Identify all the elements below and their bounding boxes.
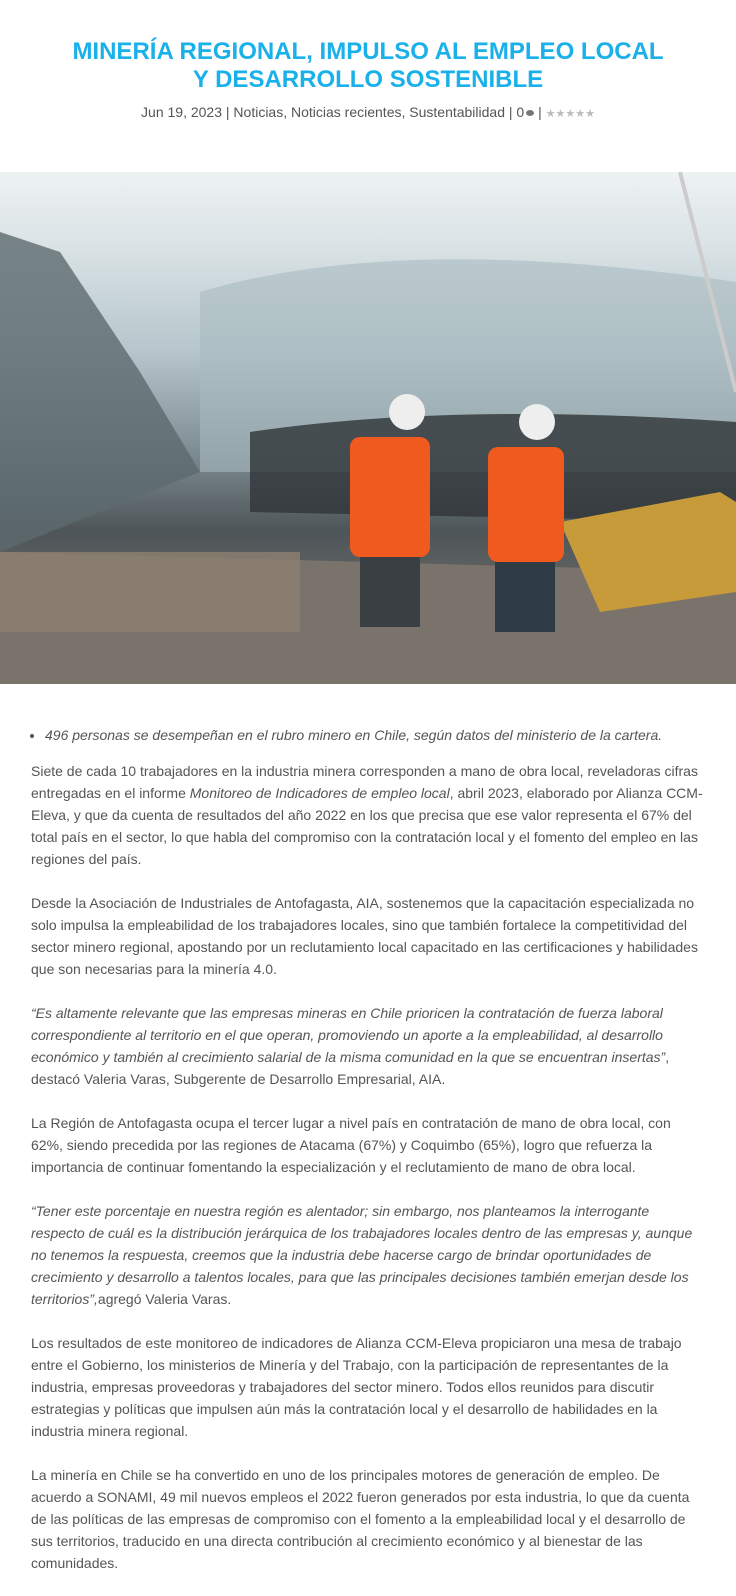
article-header: [0, 0, 736, 134]
rating-stars: ★★★★★: [545, 108, 595, 120]
text: Los resultados de este monitoreo de indicadores de Alianza CCM-Eleva propiciaron una mesa de trabajo entre el Gobierno, los ministerios de Minería y del Trabajo, con la participación de representantes de la industria, empresas proveedoras y trabajadores del sector minero. Todos ellos reunidos para discutir estrategias y políticas que impulsen aún más la contratación local y el desarrollo de habilidades en la industria minera regional.: [31, 1335, 682, 1439]
text: , abril 2023, elaborado por Alianza CCM-Eleva, y que da cuenta de resultados del año 2022 en los que precisa que ese valor representa el 67% del total país en el sector, lo que habla del compromiso con la contratación local y el fomento del empleo en las regiones del país.: [31, 785, 703, 867]
article-body: [31, 724, 705, 1596]
paragraph: [31, 1002, 705, 1090]
highlight-item: • 496 personas se desempeñan en el rubro minero en Chile, según datos del ministerio de la cartera.: [45, 724, 705, 746]
paragraph: [31, 892, 705, 980]
comment-bubble-icon: [526, 110, 534, 116]
text: , destacó Valeria Varas, Subgerente de Desarrollo Empresarial, AIA.: [31, 1049, 670, 1087]
quote-text: “Es altamente relevante que las empresas mineras en Chile prioricen la contratación de fuerza laboral correspondiente al territorio en el que operan, promoviendo un aporte a la empleabilidad, al desarrollo económico y también al crecimiento salarial de la misma comunidad en la que se encuentran insertas”: [31, 1005, 666, 1065]
text: La Región de Antofagasta ocupa el tercer lugar a nivel país en contratación de mano de obra local, con 62%, siendo precedida por las regiones de Atacama (67%) y Coquimbo (65%), logro que refuerza la importancia de continuar fomentando la especialización y el reclutamiento de mano de obra local.: [31, 1115, 671, 1175]
text: agregó Valeria Varas.: [97, 1291, 232, 1307]
highlights-list: [31, 724, 705, 746]
comments-number: 0: [516, 104, 525, 120]
paragraph: [31, 1112, 705, 1178]
separator: |: [508, 104, 513, 120]
italic-text: Monitoreo de Indicadores de empleo local: [189, 785, 450, 801]
article-title: MINERÍA REGIONAL, IMPULSO AL EMPLEO LOCAL Y DESARROLLO SOSTENIBLE: [72, 38, 664, 93]
text: Siete de cada 10 trabajadores en la industria minera corresponden a mano de obra local, reveladoras cifras entregadas en el informe: [31, 763, 698, 801]
post-date: Jun 19, 2023: [141, 104, 222, 120]
hero-image: [0, 172, 736, 684]
paragraph: [31, 1464, 705, 1574]
text: Desde la Asociación de Industriales de Antofagasta, AIA, sostenemos que la capacitación especializada no solo impulsa la empleabilidad de los trabajadores locales, sino que también fortalece la competitividad del sector minero regional, apostando por un reclutamiento local capacitado en las certificaciones y habilidades que son necesarias para la minería 4.0.: [31, 895, 698, 977]
mining-workers-photo: [0, 172, 736, 684]
comments-count[interactable]: [516, 104, 534, 120]
separator: |: [538, 104, 542, 120]
quote-text: “Tener este porcentaje en nuestra región es alentador; sin embargo, nos planteamos la interrogante respecto de cuál es la distribución jerárquica de los trabajadores locales dentro de las empresas y, aunque no tenemos la respuesta, creemos que la industria debe hacerse cargo de brindar oportunidades de crecimiento y desarrollo a talentos locales, para que las principales decisiones también emerjan desde los territorios”,: [31, 1203, 693, 1307]
paragraph: [31, 1332, 705, 1442]
separator: |: [225, 104, 230, 120]
paragraph: [31, 760, 705, 870]
post-categories[interactable]: Noticias, Noticias recientes, Sustentabilidad: [233, 104, 505, 120]
text: La minería en Chile se ha convertido en uno de los principales motores de generación de empleo. De acuerdo a SONAMI, 49 mil nuevos empleos el 2022 fueron generados por esta industria, lo que da cuenta de las políticas de las empresas de compromiso con el fomento a la empleabilidad local y el desarrollo de sus territorios, traducido en una directa contribución al crecimiento económico y al bienestar de las comunidades.: [31, 1467, 690, 1571]
paragraph: [31, 1200, 705, 1310]
post-meta: [0, 104, 736, 120]
